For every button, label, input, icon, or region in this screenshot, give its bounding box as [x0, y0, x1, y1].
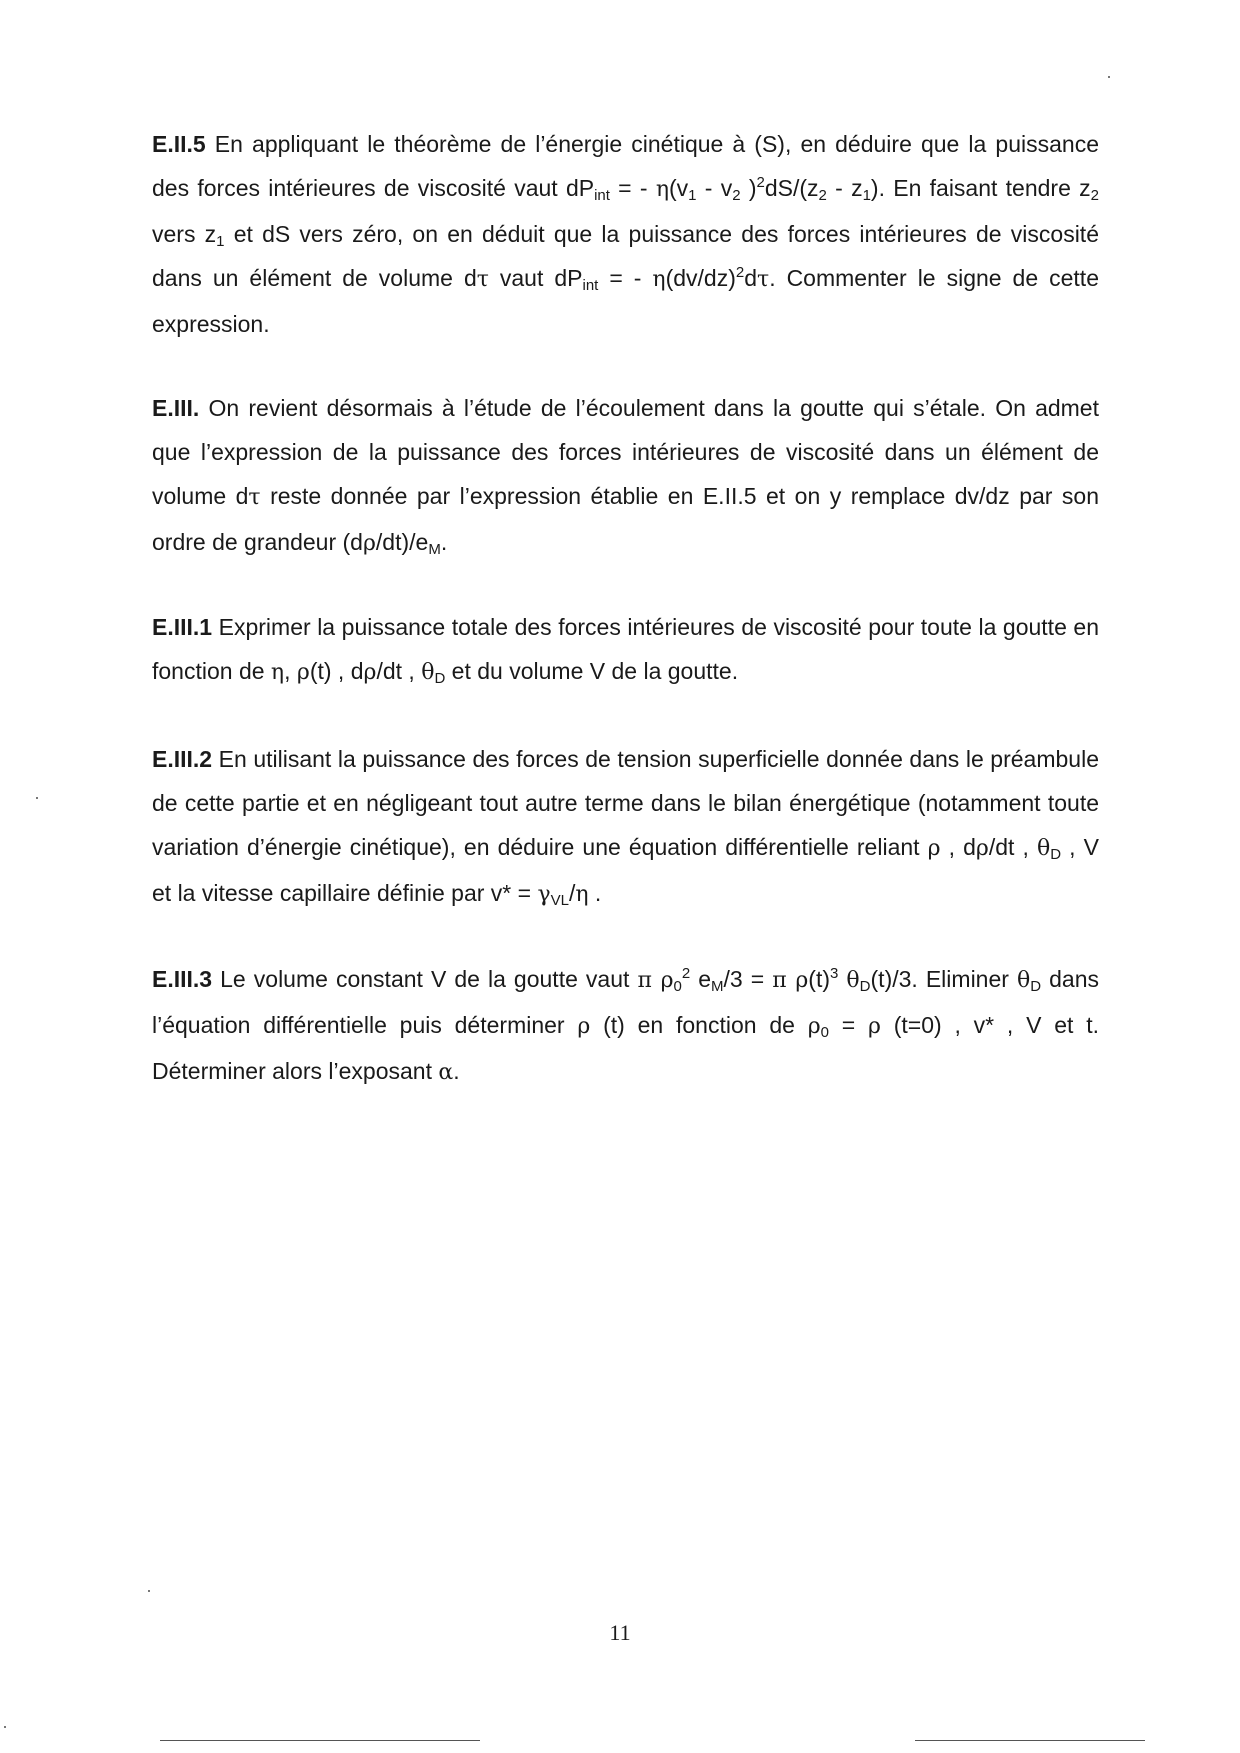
- subscript: 0: [673, 978, 682, 995]
- subscript: 2: [732, 187, 741, 204]
- greek-symbol: η: [652, 267, 666, 292]
- text-run: En appliquant le théorème de l’énergie cinétique à (S), en déduire que la puissance des forces intérieures de viscosité vaut dP: [152, 131, 1099, 201]
- text-run: Exprimer la puissance totale des forces intérieures de viscosité pour toute la goutte en fonction de: [152, 614, 1099, 684]
- subscript: D: [1050, 846, 1062, 863]
- section-e3: [152, 386, 1099, 566]
- section-label: E.III.1: [152, 614, 213, 640]
- text-run: , d: [940, 834, 976, 860]
- greek-symbol: γ: [537, 882, 551, 907]
- text-run: (t=0) , v* , V et t. Déterminer alors l’exposant: [152, 1012, 1099, 1084]
- subscript: 1: [688, 187, 697, 204]
- subscript: int: [594, 187, 610, 204]
- superscript: 2: [681, 965, 691, 982]
- text-run: - v: [696, 175, 733, 201]
- text-run: ). En faisant tendre z: [870, 175, 1091, 201]
- greek-symbol: π ρ: [772, 968, 809, 993]
- greek-symbol: α: [438, 1060, 454, 1085]
- text-run: =: [829, 1012, 869, 1038]
- text-run: d: [744, 265, 758, 291]
- text-run: (dv/dz): [665, 265, 736, 291]
- text-run: , V et la vitesse capillaire définie par v* =: [152, 834, 1099, 906]
- subscript: 1: [216, 233, 225, 250]
- subscript: 1: [862, 187, 871, 204]
- greek-symbol: θ: [1016, 968, 1031, 993]
- subscript: M: [711, 978, 724, 995]
- subscript: D: [434, 670, 446, 687]
- text-run: (t) en fonction de: [590, 1012, 808, 1038]
- greek-symbol: ρ: [296, 660, 310, 685]
- text-run: et du volume V de la goutte.: [445, 658, 739, 684]
- section-e2-5: [152, 122, 1099, 346]
- subscript: 0: [820, 1024, 829, 1041]
- text-run: = -: [598, 265, 653, 291]
- greek-symbol: ρ: [362, 531, 376, 556]
- greek-symbol: θ: [1037, 836, 1051, 861]
- superscript: 2: [756, 174, 765, 191]
- text-run: (v: [669, 175, 689, 201]
- section-label: E.III.2: [152, 746, 213, 772]
- text-run: et dS vers zéro, on en déduit que la puissance des forces intérieures de viscosité dans un élément de volume d: [152, 221, 1099, 291]
- subscript: 2: [818, 187, 827, 204]
- section-label: E.III.3: [152, 966, 213, 992]
- subscript: D: [1030, 978, 1042, 995]
- text-run: (t) , d: [309, 658, 364, 684]
- text-run: vaut dP: [488, 265, 583, 291]
- section-e3-3: [152, 957, 1099, 1095]
- greek-symbol: τ: [248, 485, 261, 510]
- text-run: /dt ,: [376, 658, 422, 684]
- text-run: /dt)/e: [375, 529, 429, 555]
- subscript: 2: [1090, 187, 1099, 204]
- text-run: e: [690, 966, 712, 992]
- greek-symbol: ρ: [975, 836, 989, 861]
- page-number: 11: [609, 1620, 631, 1645]
- text-run: reste donnée par l’expression établie en E.II.5 et on y remplace dv/dz par son ordre de grandeur (d: [152, 483, 1100, 555]
- section-label: E.III.: [152, 395, 200, 421]
- subscript: M: [428, 541, 441, 558]
- scan-artifact-line: [160, 1740, 480, 1741]
- section-e3-1: [152, 605, 1099, 695]
- text-run: Le volume constant V de la goutte vaut: [212, 966, 638, 992]
- text-run: /3 =: [723, 966, 773, 992]
- greek-symbol: ρ: [363, 660, 377, 685]
- text-run: (t): [808, 966, 831, 992]
- text-run: dS/(z: [764, 175, 819, 201]
- section-e3-2: [152, 737, 1099, 917]
- text-run: vers z: [152, 221, 217, 247]
- text-run: .: [588, 880, 602, 906]
- greek-symbol: θ: [421, 660, 435, 685]
- greek-symbol: ρ: [868, 1014, 881, 1039]
- text-run: .: [453, 1058, 460, 1084]
- text-run: dans l’équation différentielle puis déterminer: [152, 966, 1099, 1038]
- text-run: En utilisant la puissance des forces de tension superficielle donnée dans le préambule de cette partie et en négligeant tout autre terme dans le bilan énergétique (notamment toute variation d’énergie cinétique), en déduire une équation différentielle reliant: [152, 746, 1099, 860]
- scan-artifact-dot: [148, 1590, 150, 1592]
- section-label: E.II.5: [152, 131, 206, 157]
- scan-artifact-line: [915, 1740, 1145, 1741]
- superscript: 3: [830, 965, 839, 982]
- superscript: 2: [735, 264, 745, 281]
- greek-symbol: ρ: [577, 1014, 591, 1039]
- greek-symbol: π ρ: [637, 968, 674, 993]
- text-run: ,: [284, 658, 297, 684]
- greek-symbol: ρ: [927, 836, 941, 861]
- greek-symbol: η: [270, 660, 285, 685]
- subscript: VL: [550, 892, 569, 909]
- greek-symbol: η: [575, 882, 589, 907]
- greek-symbol: θ: [846, 968, 860, 993]
- text-run: (t)/3. Eliminer: [870, 966, 1017, 992]
- text-run: /dt ,: [988, 834, 1037, 860]
- text-run: ): [740, 175, 757, 201]
- text-run: . Commenter le signe de cette expression.: [152, 265, 1099, 337]
- text-run: /: [568, 880, 576, 906]
- subscript: int: [582, 277, 599, 294]
- greek-symbol: τ: [476, 267, 489, 292]
- subscript: D: [859, 978, 871, 995]
- scan-artifact-dot: [36, 797, 38, 799]
- greek-symbol: τ: [757, 267, 770, 292]
- text-run: On revient désormais à l’étude de l’écoulement dans la goutte qui s’étale. On admet que l’expression de la puissance des forces intérieures de viscosité dans un élément de volume d: [152, 395, 1099, 509]
- scan-artifact-dot: [4, 1726, 6, 1728]
- text-run: .: [440, 529, 448, 555]
- scan-artifact-dot: [1108, 76, 1110, 78]
- text-run: - z: [826, 175, 863, 201]
- text-run: = -: [609, 175, 656, 201]
- greek-symbol: ρ: [807, 1014, 821, 1039]
- greek-symbol: η: [655, 177, 669, 202]
